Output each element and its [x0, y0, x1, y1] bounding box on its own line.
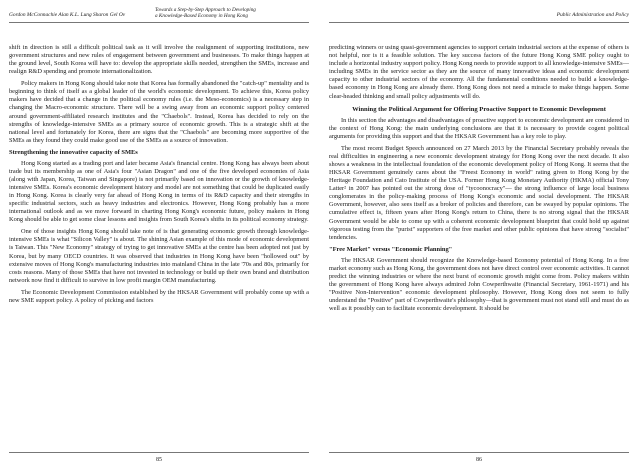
left-page-body — [9, 23, 309, 464]
header-journal-name: Public Administration and Policy — [556, 12, 629, 18]
right-page — [319, 0, 638, 473]
section-heading: Winning the Political Argument for Offering Proactive Support to Economic Development — [352, 105, 606, 113]
paragraph: The most recent Budget Speech announced on 27 March 2013 by the Financial Secretary probably reveals the real difficulties in engineering a new economic development strategy for Hong Kong over the next decade. It also shows a weakness in the intellectual foundation of the economic development policy of Hong Kong. It seems that the HKSAR Government genuinely cares about the "Freest Economy in world" rating given to Hong Kong by the Heritage Foundation and Cato Institute of the USA. Former Hong Kong Monetary Authority (HKMA) official Tony Latter² in 2007 has pointed out the strong dose of "tycoonocracy"— the strong influence of large local business conglomerates in the policy-making process of Hong Kong's economic and social development. The HKSAR Government, however, also sees itself as a broker of policies and therefore, can be swayed by popular opinions. The cumulative effect is, fifteen years after Hong Kong's return to China, there is no strong signal that the HKSAR Government would be able to come up with a coherent economic development blueprint that could hold up against vigorous testing from the "purist" supporters of the free market and other public opinions that have strong "socialist" tendencies. — [329, 144, 629, 241]
header-title-line2: a Knowledge-Based Economy in Hong Kong — [155, 12, 248, 19]
page-number: 86 — [476, 457, 482, 463]
left-page-footer — [9, 452, 309, 473]
section-heading: Strengthening the innovative capacity of SMEs — [9, 148, 138, 156]
header-article-title — [155, 7, 256, 19]
section-heading: "Free Market" versus "Economic Planning" — [329, 245, 453, 253]
paragraph: Policy makers in Hong Kong should take note that Korea has formally abandoned the "catch-up" mentality and is beginning to think of itself as a global leader of the world's economic development. To achieve this, Korea policy makers have decided that a change in the political economy rules (i.e. the Meso-economics) is a necessary step in changing the Macro-economic structure. There will be a swing away from an economic support policy centered around government-affiliated research institutes and the "Chaebols". Instead, Korea has decided to rely on the strengths of knowledge-intensive SMEs as a primary source of economic growth. This is a strategic shift at the national level and fortunately for Korea, there are signs that the "Chaebols" are becoming more supportive of the SMEs as they found they could make good use of the SMEs as a source of innovation. — [9, 80, 309, 144]
paragraph: One of those insights Hong Kong should take note of is that generating economic growth through knowledge-intensive SMEs is what "Silicon Valley" is about. The shining Asian example of this mode of economic development is Taiwan. This "New Economy" strategy of trying to get innovative SMEs at the centre has been adopted not just by Korea, but by many OECD countries. It was observed that industries in Hong Kong have been "hollowed out" by extensive moves of Hong Kong's manufacturing industries into mainland China in the late '70s and 80s, primarily for costs reasons. Many of those SMEs that have not invested in technology or build up their own brand and distribution network now find it difficult to survive in low profit margin OEM manufacturing. — [9, 228, 309, 284]
paragraph: predicting winners or using quasi-government agencies to support certain industrial sectors at the expense of others is not helpful, nor is it a feasible solution. The key success factors of the future Hong Kong SME policy ought to include a horizontal industry support policy. Hong Kong needs to provide support to all knowledge-intensive SMEs— including SMEs in the service sector as they are the source of many innovative ideas and economic development capacity to other industrial sectors of the economy. All the fundamental conditions needed to build a knowledge-based economy in Hong Kong are already there. Hong Kong does not need a miracle to make things happen. Some clear-headed thinking and small policy adjustments will do. — [329, 44, 629, 100]
paragraph: shift in direction is still a difficult political task as it will involve the realignment of supporting institutions, new government structures and new rules of engagement between government and businesses. To make things happen at the ground level, South Korea will have to: develop the appropriate skills needed, strengthen the SMEs, increase and realign R&D spending and promote internationalization. — [9, 44, 309, 76]
right-running-header — [329, 0, 629, 23]
right-page-footer — [329, 452, 629, 473]
paragraph: In this section the advantages and disadvantages of proactive support to economic development are considered in the context of Hong Kong: the main underlying conclusions are that it is necessary to provide cogent political arguments for providing this support and that the HKSAR Government has a key role to play. — [329, 116, 629, 140]
paragraph: The Economic Development Commission established by the HKSAR Government will probably come up with a new SME support policy. A policy of picking and factors — [9, 288, 309, 304]
header-authors: Gordon McConnachie Alan K.L. Lung Sharon Gel Ov — [9, 12, 126, 18]
left-running-header — [9, 0, 309, 23]
paragraph: Hong Kong started as a trading port and later became Asia's financial centre. Hong Kong has always been about trade but its membership as one of Asia's four "Asian Dragon" and one of the five developed economies of Asia (along with Japan, Korea, Taiwan and Singapore) is not primarily based on innovation or the growth of knowledge-intensive SMEs. Korea's economic development history and model are not something that could be duplicated easily in Hong Kong. Korea is clearly very far ahead of Hong Kong in terms of its R&D capacity and their strengths in specific industrial sectors, such as heavy industries and electronics. However, Hong Kong probably has a more international outlook and as we move forward in charting Hong Kong's economic future, policy makers in Hong Kong should be able to get some clear lessons and insights from South Korea's shifts in its political economy strategy. — [9, 159, 309, 224]
header-title-line1: Towards a Step-by-Step Approach to Developing — [155, 6, 256, 13]
page-number: 85 — [156, 457, 162, 463]
right-page-body — [329, 23, 629, 464]
paragraph: The HKSAR Government should recognize the Knowledge-based Economy potential of Hong Kong. In a free market economy such as Hong Kong, the government does not have direct control over economic activities. It cannot predict the winning industries or where the next burst of economic growth might come from. Policy makers within the government of Hong Kong have always admired John Cowperthwaite (Financial Secretary, 1961-1971) and his "Positive Non-Intervention" economic development philosophy. However, Hong Kong does not seem to fully understand the "Positive" part of Cowperthwaite's philosophy—that is government must not stand still and must do as well as it possibly can to facilitate economic development. It should be — [329, 256, 629, 313]
